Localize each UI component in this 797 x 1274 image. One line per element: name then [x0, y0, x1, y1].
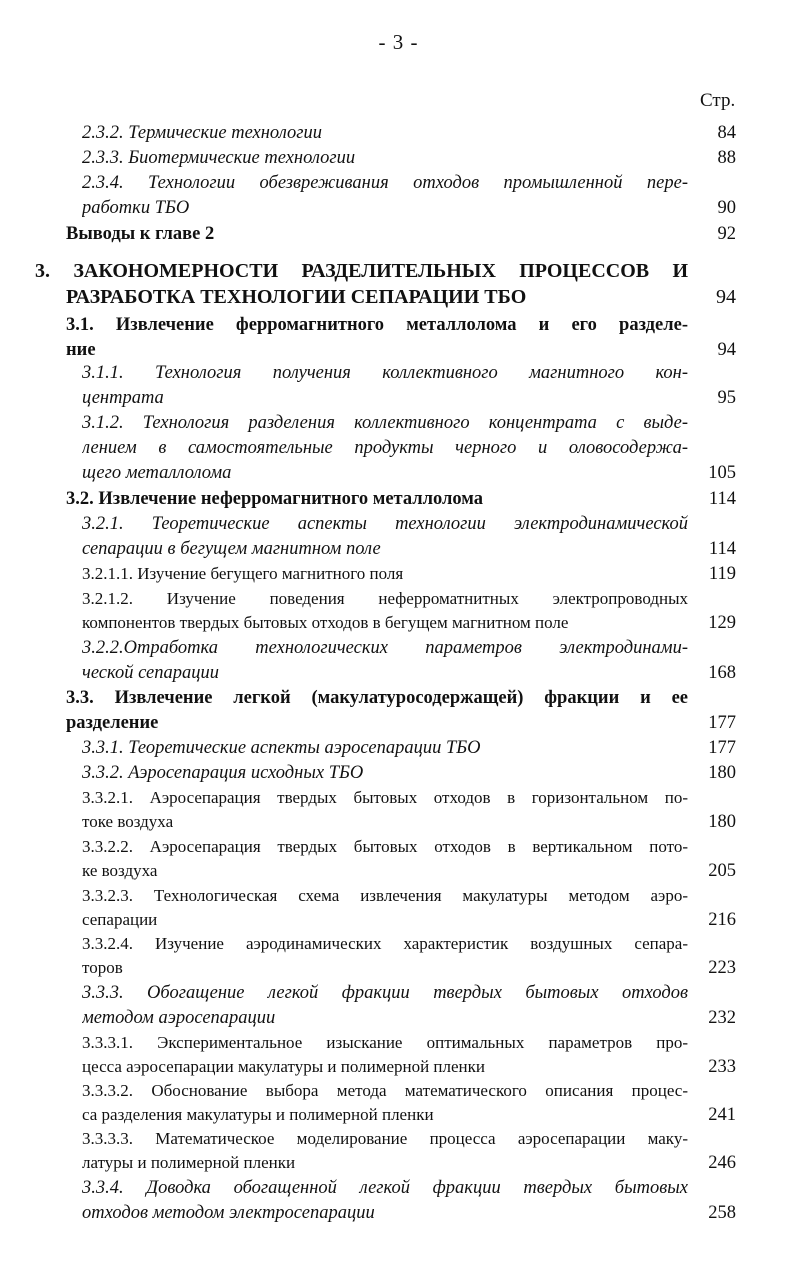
toc-page-number: 88	[717, 148, 736, 168]
toc-entry-text: 3.3.4. Доводка обогащенной легкой фракции твердых бытовых	[82, 1178, 688, 1198]
toc-entry-text: 3.2. Извлечение неферромагнитного металлолома	[66, 489, 484, 509]
toc-entry-text: 3.1.1. Технология получения коллективного магнитного кон-	[82, 363, 688, 383]
toc-page-number: 233	[708, 1057, 736, 1077]
toc-entry-text: 3.3.1. Теоретические аспекты аэросепарации ТБО	[82, 738, 481, 758]
toc-entry-text: цесса аэросепарации макулатуры и полимерной пленки	[82, 1057, 486, 1076]
toc-entry-text: 2.3.3. Биотермические технологии	[82, 148, 356, 168]
toc-entry-text: 3.1.2. Технология разделения коллективного концентрата с выде-	[82, 413, 688, 433]
toc-entry-text: 2.3.4. Технологии обезвреживания отходов промышленной пере-	[82, 173, 688, 193]
toc-entry-text: работки ТБО	[82, 198, 190, 218]
toc-page-number: 258	[708, 1203, 736, 1223]
toc-page-number: 105	[708, 463, 736, 483]
toc-entry-text: ние	[66, 340, 96, 360]
toc-page-number: 246	[708, 1153, 736, 1173]
toc-entry-text: сепарации в бегущем магнитном поле	[82, 539, 381, 559]
toc-page-number: 232	[708, 1008, 736, 1028]
toc-entry-text: 3.3.3.1. Экспериментальное изыскание оптимальных параметров про-	[82, 1033, 688, 1052]
toc-page-number: 177	[708, 738, 736, 758]
toc-entry-text: ке воздуха	[82, 861, 158, 880]
toc-page-number: 205	[708, 861, 736, 881]
toc-page-number: 129	[708, 613, 736, 633]
toc-entry-text: 3.3.2.3. Технологическая схема извлечения макулатуры методом аэро-	[82, 886, 688, 905]
toc-entry-text: 3.2.2.Отработка технологических параметров электродинами-	[82, 638, 688, 658]
toc-page-number: 92	[717, 224, 736, 244]
toc-entry-text: методом аэросепарации	[82, 1008, 276, 1028]
toc-entry-text: компонентов твердых бытовых отходов в бегущем магнитном поле	[82, 613, 569, 632]
toc-entry-text: разделение	[66, 713, 159, 733]
toc-entry-text: РАЗРАБОТКА ТЕХНОЛОГИИ СЕПАРАЦИИ ТБО	[66, 286, 527, 308]
toc-entry-text: лением в самостоятельные продукты черного и оловосодержа-	[82, 438, 688, 458]
toc-page-number: 180	[708, 763, 736, 783]
toc-entry-text: Выводы к главе 2	[66, 224, 215, 244]
toc-entry-text: са разделения макулатуры и полимерной пленки	[82, 1105, 434, 1124]
toc-page-number: 90	[717, 198, 736, 218]
toc-page-number: 95	[717, 388, 736, 408]
toc-page-number: 94	[717, 340, 736, 360]
toc-entry-text: 3. ЗАКОНОМЕРНОСТИ РАЗДЕЛИТЕЛЬНЫХ ПРОЦЕССОВ И	[35, 260, 688, 282]
toc-entry-text: щего металлолома	[82, 463, 232, 483]
toc-page-number: 114	[708, 539, 736, 559]
page-number: - 3 -	[378, 30, 419, 54]
toc-entry-text: токе воздуха	[82, 812, 174, 831]
toc-entry-text: 3.3.3. Обогащение легкой фракции твердых бытовых отходов	[82, 983, 688, 1003]
page-column-header: Стр.	[700, 90, 736, 111]
toc-page-number: 177	[708, 713, 736, 733]
toc-page-number: 216	[708, 910, 736, 930]
toc-entry-text: 3.2.1. Теоретические аспекты технологии электродинамической	[82, 514, 688, 534]
toc-page-number: 241	[708, 1105, 736, 1125]
toc-entry-text: 3.1. Извлечение ферромагнитного металлолома и его разделе-	[66, 315, 688, 335]
toc-entry-text: центрата	[82, 388, 164, 408]
toc-entry-text: 3.2.1.2. Изучение поведения неферроматнитных электропроводных	[82, 589, 688, 608]
toc-entry-text: сепарации	[82, 910, 158, 929]
toc-entry-text: ческой сепарации	[82, 663, 220, 683]
toc-entry-text: 3.3.2.4. Изучение аэродинамических характеристик воздушных сепара-	[82, 934, 688, 953]
toc-page-number: 94	[716, 286, 736, 308]
toc-page-number: 114	[708, 489, 736, 509]
toc-entry-text: 3.3.2.2. Аэросепарация твердых бытовых отходов в вертикальном пото-	[82, 837, 688, 856]
toc-entry-text: 3.3.2.1. Аэросепарация твердых бытовых отходов в горизонтальном по-	[82, 788, 688, 807]
toc-page-number: 84	[717, 123, 736, 143]
toc-entry-text: 3.3.3.2. Обоснование выбора метода математического описания процес-	[82, 1081, 688, 1100]
toc-page-number: 119	[708, 564, 736, 584]
toc-entry-text: 2.3.2. Термические технологии	[82, 123, 322, 143]
toc-entry-text: 3.2.1.1. Изучение бегущего магнитного поля	[82, 564, 404, 583]
toc-page-number: 223	[708, 958, 736, 978]
toc-entry-text: отходов методом электросепарации	[82, 1203, 375, 1223]
toc-entry-text: 3.3. Извлечение легкой (макулатуросодержащей) фракции и ее	[66, 688, 688, 708]
toc-page-number: 180	[708, 812, 736, 832]
toc-entry-text: 3.3.3.3. Математическое моделирование процесса аэросепарации маку-	[82, 1129, 688, 1148]
toc-entry-text: латуры и полимерной пленки	[82, 1153, 296, 1172]
toc-page-number: 168	[708, 663, 736, 683]
toc-entry-text: 3.3.2. Аэросепарация исходных ТБО	[82, 763, 364, 783]
toc-entry-text: торов	[82, 958, 123, 977]
